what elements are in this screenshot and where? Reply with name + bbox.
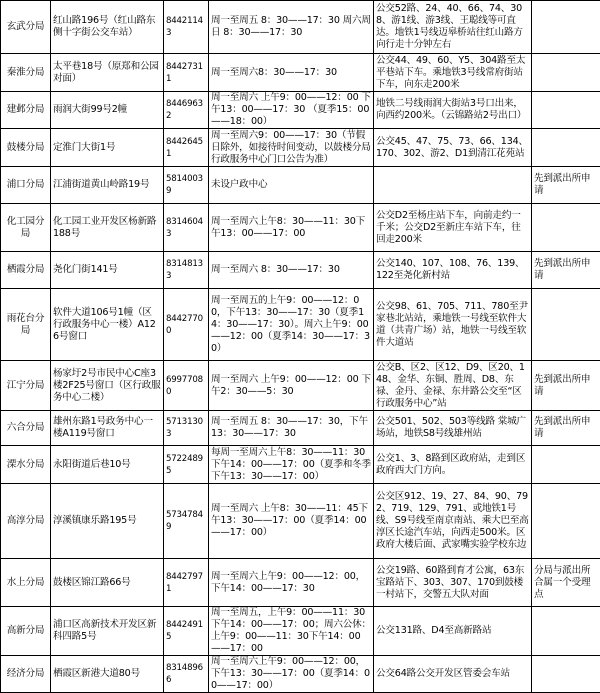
office-note: [532, 54, 600, 92]
office-name: 浦口分局: [1, 167, 51, 204]
office-hours: 周一至周六上午9：00——12：00，下午13：30——17：00（夏季14：00——17：00）: [209, 656, 374, 693]
office-phone: 84426451: [164, 129, 209, 167]
office-note: [532, 92, 600, 129]
office-hours: 周一至周五的上午9：00——12：00，下午13：30——17：30（夏季14：30——17：30）。周六上午9：00——12：00（夏季14：30——17：30）: [209, 289, 374, 361]
office-note: 先到派出所申请: [532, 411, 600, 446]
office-name: 雨花台分局: [1, 289, 51, 361]
office-name: 高新分局: [1, 607, 51, 656]
office-note: [532, 1, 600, 54]
office-transit: 公交1、3、8路到区政府站，走到区政府西大门方向。: [374, 446, 532, 484]
office-transit: [374, 167, 532, 204]
office-address: 尧化门街141号: [51, 252, 164, 289]
office-phone: 84424915: [164, 607, 209, 656]
table-row: [1, 1, 600, 54]
office-transit: 公交19路、60路到育才公寓，63东宝路站下、303、307、170到鼓楼一村站下，交警五大队对面: [374, 559, 532, 607]
office-note: [532, 446, 600, 484]
office-transit: 公交52路、24、40、66、74、308、游1线、游3线、王聪线等可直达。地铁1号线迈皋桥站往红山路方向行走十分钟左右: [374, 1, 532, 54]
table-row: [1, 559, 600, 607]
office-address: 永阳街道后巷10号: [51, 446, 164, 484]
office-address: 淳溪镇康乐路195号: [51, 484, 164, 559]
office-address: 定淮门大街1号: [51, 129, 164, 167]
table-row: [1, 446, 600, 484]
office-transit: 公交131路、D4至高新路站: [374, 607, 532, 656]
office-phone: 69977080: [164, 361, 209, 411]
office-note: 先到派出所申请: [532, 252, 600, 289]
office-hours: 未设户政中心: [209, 167, 374, 204]
office-address: 雨润大街99号2幢: [51, 92, 164, 129]
office-phone: 57131303: [164, 411, 209, 446]
office-address: 太平巷18号（原郑和公园对面）: [51, 54, 164, 92]
office-hours: 周一至周六上午8：30——11：30下午13：00——17：00: [209, 204, 374, 252]
office-note: [532, 289, 600, 361]
office-name: 江宁分局: [1, 361, 51, 411]
office-name: 秦淮分局: [1, 54, 51, 92]
office-address: 软件大道106号1幢（区行政服务中心一楼）A126号窗口: [51, 289, 164, 361]
office-note: [532, 204, 600, 252]
office-note: [532, 607, 600, 656]
office-name: 六合分局: [1, 411, 51, 446]
table-row: [1, 129, 600, 167]
office-transit: 公交98、61、705、711、780至尹家巷北站站，乘地铁一号线至软件大道（共青广场）站，地铁一号线至软件大道站: [374, 289, 532, 361]
office-name: 化工园分局: [1, 204, 51, 252]
office-transit: 公交140、107、108、76、139、122至尧化新村站: [374, 252, 532, 289]
office-transit: 公交D2至杨庄站下车，向前走约一千米；公交D2至新庄车站下车，往回走200米: [374, 204, 532, 252]
office-phone: 84427971: [164, 559, 209, 607]
office-address: 浦口区高新技术开发区新科四路5号: [51, 607, 164, 656]
office-phone: 84469632: [164, 92, 209, 129]
office-note: [532, 656, 600, 693]
office-transit: 公交区912、19、27、84、90、792、719、129、791、或地铁1号线、S9号线至南京南站、乘大巴至高淳区长途汽车站，向西走500米。区政府大楼后面、武家嘴实验学校东边: [374, 484, 532, 559]
table-row: [1, 289, 600, 361]
table-row: [1, 484, 600, 559]
office-hours: 周一至周六8：30——17：30: [209, 54, 374, 92]
office-transit: 地铁二号线雨润大街站3号口出来，向西约200米。（云锦路站2号出口）: [374, 92, 532, 129]
office-transit: 公交45、47、75、73、66、134、170、302、游2、D1到清江花苑站: [374, 129, 532, 167]
office-transit: 公交501、502、503等线路 棠城广场站，地铁S8号线雄州站: [374, 411, 532, 446]
office-transit: 公交B、区2、区12、D9、区20、148、金华、东铜、胜周、D8、东禄、金丹、金禄、东井路公交至“区行政服务中心”站: [374, 361, 532, 411]
office-hours: 周一至周六 上午9：00——12：00 下午13：00——17：30 （夏季15：00——18：00）: [209, 92, 374, 129]
office-name: 溧水分局: [1, 446, 51, 484]
office-address: 栖霞区新港大道80号: [51, 656, 164, 693]
office-phone: 83146043: [164, 204, 209, 252]
table-row: [1, 54, 600, 92]
office-name: 经济分局: [1, 656, 51, 693]
table-row: [1, 204, 600, 252]
office-address: 化工园工业开发区杨新路188号: [51, 204, 164, 252]
office-hours: 周一至周五 8：30——17：30，下午13：30——17：30: [209, 411, 374, 446]
office-phone: 83148966: [164, 656, 209, 693]
office-hours: 每周一至周六上午8：30——11：30 下午14：00——17：00（夏季和冬季下午13：30——17：00）: [209, 446, 374, 484]
office-address: 雄州东路1号政务中心一楼A119号窗口: [51, 411, 164, 446]
office-address: 杨家圩2号市民中心C座3楼2F25号窗口（区行政服务中心二楼）: [51, 361, 164, 411]
office-note: 先到派出所申请: [532, 361, 600, 411]
table-row: [1, 167, 600, 204]
table-row: [1, 361, 600, 411]
office-phone: 84421143: [164, 1, 209, 54]
office-name: 栖霞分局: [1, 252, 51, 289]
table-row: [1, 252, 600, 289]
table-row: [1, 607, 600, 656]
office-hours: 周一至周六 8：30——17：30: [209, 252, 374, 289]
office-phone: 84427700: [164, 289, 209, 361]
office-hours: 周一至周五 8：30——17：30 周六周日 8：30——17：30: [209, 1, 374, 54]
office-name: 水上分局: [1, 559, 51, 607]
office-phone: 57347849: [164, 484, 209, 559]
office-note: [532, 484, 600, 559]
office-note: 先到派出所申请: [532, 167, 600, 204]
table-row: [1, 92, 600, 129]
office-hours: 周一至周六 上午9：00——12：00 下午2：30——5：30: [209, 361, 374, 411]
office-note: [532, 129, 600, 167]
table-row: [1, 656, 600, 693]
office-note: 分局与派出所合属一个受理点: [532, 559, 600, 607]
office-phone: 83148133: [164, 252, 209, 289]
office-phone: 84427311: [164, 54, 209, 92]
office-name: 高淳分局: [1, 484, 51, 559]
office-name: 鼓楼分局: [1, 129, 51, 167]
table-row: [1, 411, 600, 446]
office-hours: 周一至周六9：00——17：30（节假日除外，如接待时间变动，以鼓楼分局行政服务中心门口公告为准）: [209, 129, 374, 167]
office-name: 建邺分局: [1, 92, 51, 129]
office-address: 红山路196号（红山路东侧十字街公交车站）: [51, 1, 164, 54]
office-name: 玄武分局: [1, 1, 51, 54]
office-hours: 周一至周五，上午9：00——11：30下午14：00——17：00；周六公休：上午9：00——11：30下午14：00——17：00: [209, 607, 374, 656]
office-hours: 周一至周六 上午8：30——11：45下午13：30——17：00（夏季14：00——17：00）: [209, 484, 374, 559]
office-address: 江浦街道黄山岭路19号: [51, 167, 164, 204]
office-transit: 公交44、49、60、Y5、304路至太平巷站下车。乘地铁3号线常府街站下车，向东走200米: [374, 54, 532, 92]
office-hours: 周一至周六上午9：00——12：00，下午14：00——17：30: [209, 559, 374, 607]
office-address: 鼓楼区锦江路66号: [51, 559, 164, 607]
office-phone: 57224895: [164, 446, 209, 484]
office-transit: 公交64路公交开发区管委会车站: [374, 656, 532, 693]
office-phone: 58140039: [164, 167, 209, 204]
